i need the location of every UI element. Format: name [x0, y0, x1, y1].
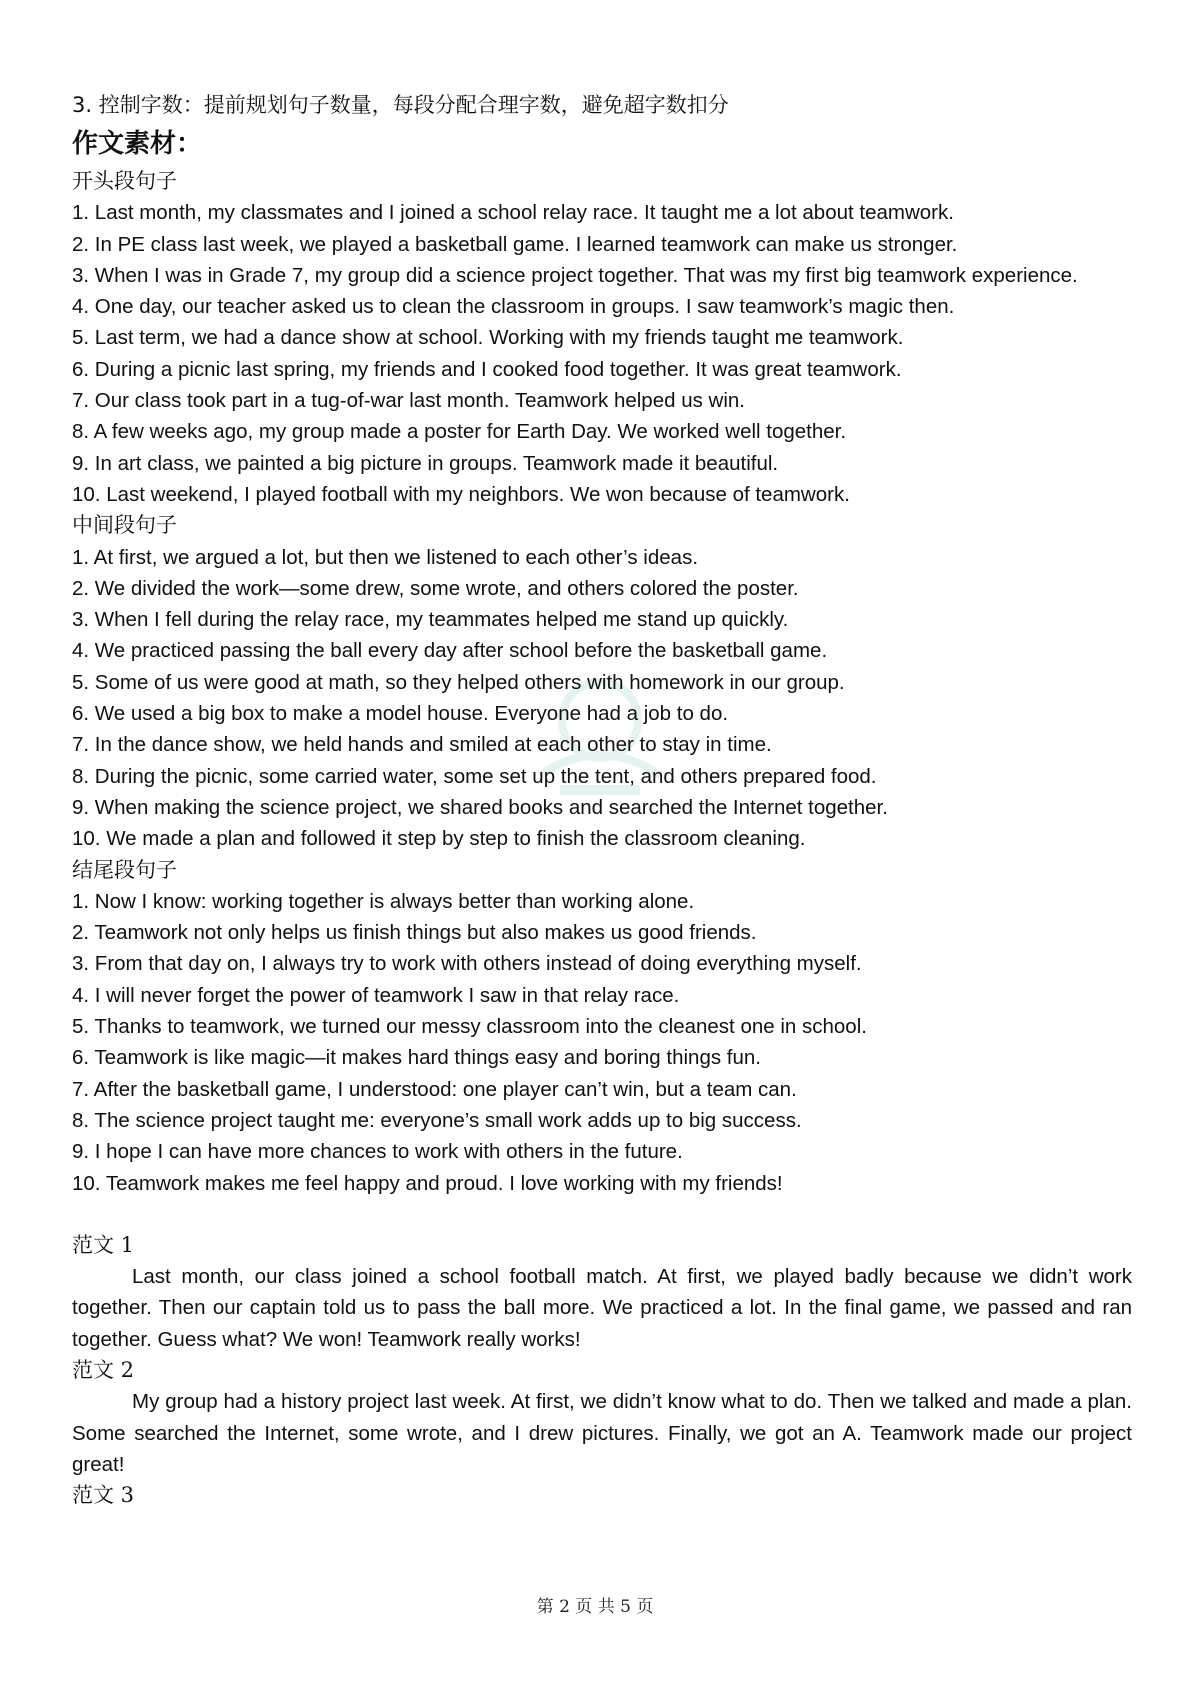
list-item: 4. We practiced passing the ball every day after school before the basketball game. — [72, 639, 828, 663]
list-item: 7. After the basketball game, I understood: one player can’t win, but a team can. — [72, 1077, 797, 1101]
list-item: 3. When I fell during the relay race, my teammates helped me stand up quickly. — [72, 608, 789, 632]
list-item: 1. At first, we argued a lot, but then we listened to each other’s ideas. — [72, 545, 699, 569]
material-title: 作文素材： — [72, 129, 203, 159]
list-item: 9. In art class, we painted a big picture in groups. Teamwork made it beautiful. — [72, 451, 779, 475]
word-count-tip: 3. 控制字数：提前规划句子数量，每段分配合理字数，避免超字数扣分 — [72, 93, 729, 117]
list-item: 8. The science project taught me: everyone’s small work adds up to big success. — [72, 1108, 802, 1132]
list-item: 4. One day, our teacher asked us to clean the classroom in groups. I saw teamwork’s magic then. — [72, 295, 955, 319]
list-item: 6. Teamwork is like magic—it makes hard things easy and boring things fun. — [72, 1046, 761, 1070]
essay-3-heading: 范文 3 — [72, 1483, 135, 1508]
list-item: 5. Thanks to teamwork, we turned our messy classroom into the cleanest one in school. — [72, 1015, 867, 1039]
page-number: 第 2 页 共 5 页 — [536, 1597, 654, 1617]
list-item: 9. I hope I can have more chances to work with others in the future. — [72, 1140, 683, 1164]
document-body — [72, 88, 1132, 1511]
blank-line — [72, 1199, 1132, 1230]
list-item: 1. Last month, my classmates and I joined a school relay race. It taught me a lot about teamwork. — [72, 201, 954, 225]
ending-sentence-list — [72, 886, 1132, 1199]
opening-section-heading: 开头段句子 — [72, 169, 177, 193]
list-item: 10. Teamwork makes me feel happy and proud. I love working with my friends! — [72, 1171, 783, 1195]
middle-sentence-list — [72, 542, 1132, 855]
list-item: 10. We made a plan and followed it step by step to finish the classroom cleaning. — [72, 827, 806, 851]
list-item: 9. When making the science project, we shared books and searched the Internet together. — [72, 795, 888, 819]
list-item: 1. Now I know: working together is always better than working alone. — [72, 889, 695, 913]
list-item: 2. We divided the work—some drew, some wrote, and others colored the poster. — [72, 576, 799, 600]
list-item: 8. During the picnic, some carried water, some set up the tent, and others prepared food. — [72, 764, 877, 788]
list-item: 3. From that day on, I always try to work with others instead of doing everything myself. — [72, 952, 862, 976]
middle-section-heading: 中间段句子 — [72, 513, 177, 538]
list-item: 7. Our class took part in a tug-of-war last month. Teamwork helped us win. — [72, 389, 746, 413]
list-item: 4. I will never forget the power of teamwork I saw in that relay race. — [72, 983, 680, 1007]
essay-2-text: My group had a history project last week. At first, we didn’t know what to do. Then we talked and made a plan. Some searched the Internet, some wrote, and I drew pictures. Finally, we got an A. Teamwork made our project great! — [72, 1390, 1132, 1476]
list-item: 8. A few weeks ago, my group made a poster for Earth Day. We worked well together. — [72, 420, 847, 444]
essay-1-heading: 范文 1 — [72, 1232, 135, 1257]
list-item: 6. We used a big box to make a model house. Everyone had a job to do. — [72, 702, 729, 726]
list-item: 2. Teamwork not only helps us finish things but also makes us good friends. — [72, 921, 757, 945]
list-item: 7. In the dance show, we held hands and smiled at each other to stay in time. — [72, 733, 772, 757]
list-item: 5. Last term, we had a dance show at school. Working with my friends taught me teamwork. — [72, 326, 904, 350]
opening-sentence-list — [72, 197, 1132, 510]
list-item: 6. During a picnic last spring, my friends and I cooked food together. It was great teamwork. — [72, 357, 902, 381]
list-item: 5. Some of us were good at math, so they helped others with homework in our group. — [72, 670, 845, 694]
list-item: 2. In PE class last week, we played a basketball game. I learned teamwork can make us stronger. — [72, 232, 958, 256]
list-item: 3. When I was in Grade 7, my group did a science project together. That was my first big teamwork experience. — [72, 263, 1078, 287]
list-item: 10. Last weekend, I played football with my neighbors. We won because of teamwork. — [72, 482, 850, 506]
essay-2-heading: 范文 2 — [72, 1357, 135, 1382]
ending-section-heading: 结尾段句子 — [72, 857, 177, 882]
essay-1-text: Last month, our class joined a school football match. At first, we played badly because we didn’t work together. Then our captain told us to pass the ball more. We practiced a lot. In the final game, we passed and ran together. Guess what? We won! Teamwork really works! — [72, 1265, 1132, 1351]
